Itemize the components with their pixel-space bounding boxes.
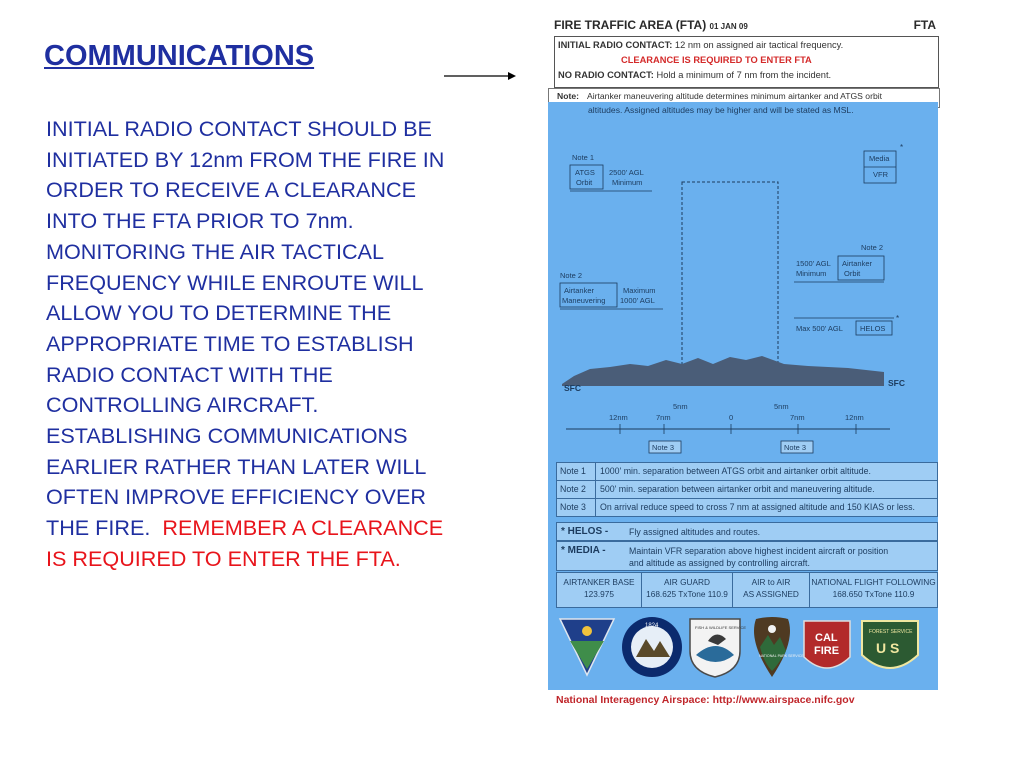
note-line-1: Airtanker maneuvering altitude determines minimum airtanker and ATGS orbit (587, 91, 883, 101)
scale-5nm-left: 5nm (673, 402, 688, 411)
note3-row-label: Note 3 (560, 502, 586, 512)
nps-arrowhead-icon (754, 617, 804, 677)
calfire-line2: FIRE (814, 645, 840, 657)
note2-row-label: Note 2 (560, 484, 586, 494)
max1000-line1: Maximum (623, 286, 656, 295)
no-contact-label: NO RADIO CONTACT: (558, 70, 654, 80)
helos-rule-label: * HELOS - (561, 526, 609, 537)
helos-asterisk: * (896, 314, 900, 323)
usfs-top: FOREST SERVICE (869, 629, 913, 635)
note1-row-label: Note 1 (560, 466, 586, 476)
agency-logos (556, 611, 936, 681)
fws-text: FISH & WILDLIFE SERVICE (695, 625, 747, 630)
slide-body (46, 114, 456, 575)
helos-rule-text: Fly assigned altitudes and routes. (629, 527, 761, 537)
card-header (554, 18, 936, 36)
agl2500-line2: Minimum (612, 178, 643, 187)
frequency-table (556, 572, 938, 608)
initial-contact-label: INITIAL RADIO CONTACT: (558, 40, 673, 50)
note2-right-label: Note 2 (861, 243, 884, 252)
media-rule (556, 541, 938, 571)
terrain-profile (562, 356, 884, 386)
contact-box (554, 36, 939, 88)
fta-dashed-boundary (682, 182, 778, 385)
note1-label: Note 1 (572, 153, 595, 162)
max500-text: Max 500' AGL (796, 324, 843, 333)
vfr-text: VFR (873, 170, 888, 179)
blm-logo-icon (560, 619, 614, 675)
helos-rule (556, 522, 938, 541)
no-contact-value: Hold a minimum of 7 nm from the incident. (656, 70, 832, 80)
note3-left: Note 3 (652, 443, 675, 452)
card-title: FIRE TRAFFIC AREA (FTA) (554, 18, 707, 32)
media-rule-line2: and altitude as assigned by controlling aircraft. (629, 558, 810, 568)
sfc-right: SFC (888, 378, 905, 388)
initial-contact-value: 12 nm on assigned air tactical frequency. (674, 40, 844, 50)
card-tag: FTA (913, 18, 936, 32)
airtanker-orbit-line1: Airtanker (842, 259, 873, 268)
scale-12nm-left: 12nm (609, 413, 628, 422)
doi-year: 1824 (645, 623, 659, 629)
arrow-right-icon (444, 66, 516, 86)
note3-row (556, 498, 938, 517)
airtanker-orbit-line2: Orbit (844, 269, 861, 278)
body-blue-text: INITIAL RADIO CONTACT SHOULD BE INITIATED BY 12nm FROM THE FIRE IN ORDER TO RECEIVE A CLEARANCE INTO THE FTA PRIOR TO 7nm. MONITORING THE AIR TACTICAL FREQUENCY WHILE ENROUTE WILL ALLOW YOU TO DETERMINE THE APPROPRIATE TIME TO ESTABLISH RADIO CONTACT WITH THE CONTROLLING AIRCRAFT. ESTABLISHING COMMUNICATIONS EARLIER RATHER THAN LATER WILL OFTEN IMPROVE EFFICIENCY OVER THE FIRE. (46, 116, 445, 541)
slide-title: COMMUNICATIONS (44, 40, 315, 72)
atgs-line1: ATGS (575, 168, 595, 177)
airtanker-maneuver-line1: Airtanker (564, 286, 595, 295)
freq-airtanker-base: AIRTANKER BASE 123.975 (563, 577, 635, 599)
cal-fire-logo-icon (804, 621, 850, 668)
note1-row (556, 462, 938, 481)
helos-text: HELOS (860, 324, 886, 333)
media-text: Media (869, 154, 890, 163)
note2-row-text: 500' min. separation between airtanker orbit and maneuvering altitude. (600, 484, 875, 494)
freq-national-flight-following: NATIONAL FLIGHT FOLLOWING 168.650 TxTone 110.9 (811, 577, 936, 599)
note-label: Note: (557, 91, 579, 101)
scale-5nm-right: 5nm (774, 402, 789, 411)
note1-row-text: 1000' min. separation between ATGS orbit and airtanker orbit altitude. (600, 466, 871, 476)
note2-row (556, 480, 938, 499)
note-line-2: altitudes. Assigned altitudes may be higher and will be stated as MSL. (588, 105, 854, 115)
note3-row-text: On arrival reduce speed to cross 7 nm at assigned altitude and 150 KIAS or less. (600, 502, 915, 512)
fta-reference-card (546, 12, 942, 717)
max1000-line2: 1000' AGL (620, 296, 655, 305)
clearance-required-text: CLEARANCE IS REQUIRED TO ENTER FTA (621, 55, 812, 65)
calfire-line1: CAL (815, 632, 838, 644)
fta-diagram-panel (548, 102, 938, 690)
scale-7nm-right: 7nm (790, 413, 805, 422)
doi-seal-icon (622, 617, 682, 677)
agl2500-line1: 2500' AGL (609, 168, 644, 177)
usfs-mid: U S (876, 640, 900, 656)
scale-7nm-left: 7nm (656, 413, 671, 422)
note3-right: Note 3 (784, 443, 807, 452)
freq-air-guard: AIR GUARD 168.625 TxTone 110.9 (646, 577, 728, 599)
sfc-left: SFC (564, 383, 581, 393)
footer-link-text[interactable]: National Interagency Airspace: http://www.airspace.nifc.gov (556, 694, 855, 706)
airtanker-maneuver-line2: Maneuvering (562, 296, 606, 305)
agl1500-line1: 1500' AGL (796, 259, 831, 268)
card-date: 01 JAN 09 (709, 22, 748, 31)
agl1500-line2: Minimum (796, 269, 827, 278)
fish-wildlife-logo-icon (690, 619, 746, 677)
scale-zero: 0 (729, 413, 734, 422)
nps-text: NATIONAL PARK SERVICE (759, 654, 804, 658)
media-rule-line1: Maintain VFR separation above highest incident aircraft or position (629, 546, 889, 556)
body-red-text: REMEMBER A CLEARANCE IS REQUIRED TO ENTER THE FTA. (46, 515, 444, 571)
note2-left-label: Note 2 (560, 271, 583, 280)
freq-air-to-air: AIR to AIR AS ASSIGNED (743, 577, 799, 599)
scale-12nm-right: 12nm (845, 413, 864, 422)
atgs-line2: Orbit (576, 178, 593, 187)
media-asterisk: * (900, 143, 904, 152)
media-rule-label: * MEDIA - (561, 545, 606, 556)
forest-service-shield-icon (862, 621, 918, 668)
